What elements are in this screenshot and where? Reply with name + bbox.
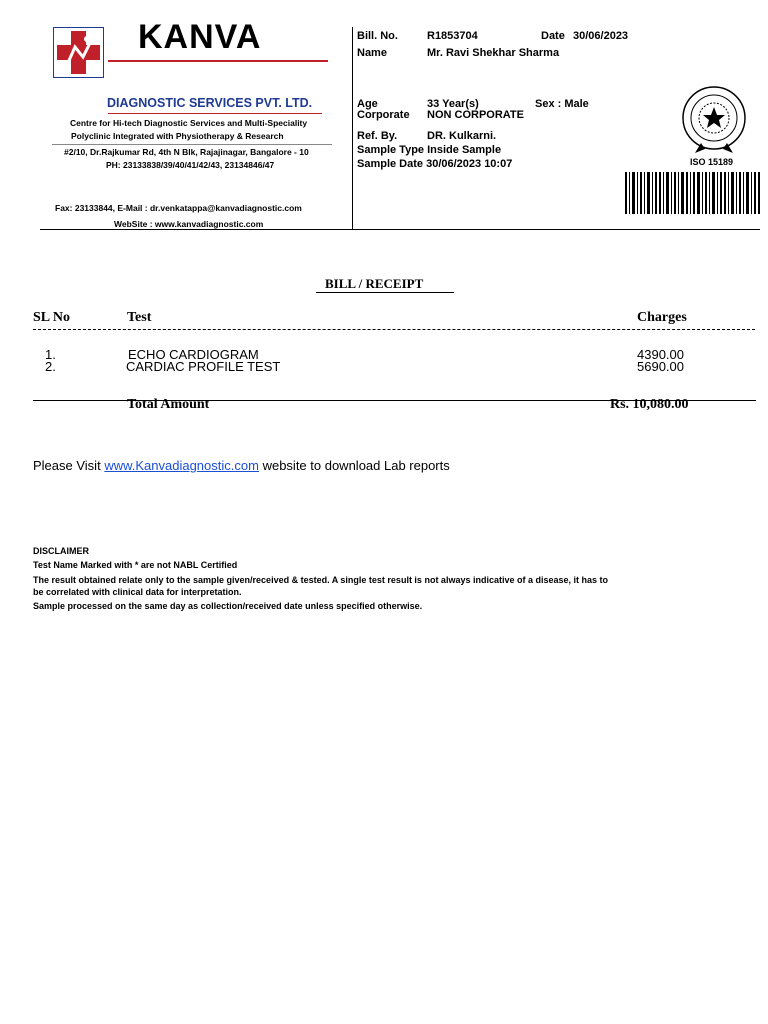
column-header-charges: Charges — [637, 310, 687, 325]
visit-message — [33, 458, 450, 473]
total-label: Total Amount — [127, 397, 210, 412]
corporate-label: Corporate — [357, 109, 410, 121]
nabl-seal-icon — [681, 85, 747, 155]
patient-sex: Sex : Male — [535, 98, 589, 110]
phone: PH: 23133838/39/40/41/42/43, 23134846/47 — [106, 160, 275, 170]
row-2-test: CARDIAC PROFILE TEST — [126, 359, 281, 374]
brand-underline — [108, 60, 328, 62]
disclaimer-line-3: be correlated with clinical data for interpretation. — [33, 587, 242, 597]
company-logo — [53, 27, 104, 78]
visit-prefix: Please Visit — [33, 458, 101, 473]
bill-date: 30/06/2023 — [573, 30, 629, 42]
iso-label: ISO 15189 — [690, 157, 734, 167]
bill-title: BILL / RECEIPT — [325, 276, 424, 291]
corporate-value: NON CORPORATE — [427, 109, 524, 121]
sample-date: Sample Date 30/06/2023 10:07 — [357, 158, 513, 170]
patient-name: Mr. Ravi Shekhar Sharma — [427, 47, 560, 59]
header-vertical-divider — [352, 27, 353, 230]
column-header-sl: SL No — [33, 310, 70, 325]
address: #2/10, Dr.Rajkumar Rd, 4th N Blk, Rajajinagar, Bangalore - 10 — [64, 147, 309, 157]
company-underline — [108, 113, 322, 114]
website-link[interactable]: www.Kanvadiagnostic.com — [104, 458, 259, 473]
sample-type: Sample Type Inside Sample — [357, 144, 502, 156]
disclaimer-line-2: The result obtained relate only to the sample given/received & tested. A single test result is not always indicative of a disease, it has to — [33, 575, 609, 585]
row-2-sl: 2. — [45, 359, 56, 374]
row-1-sl: 1. — [45, 347, 56, 362]
website: WebSite : www.kanvadiagnostic.com — [114, 219, 264, 229]
tagline-1: Centre for Hi-tech Diagnostic Services and Multi-Speciality — [70, 118, 308, 128]
date-label: Date — [541, 30, 565, 42]
brand-name: KANVA — [138, 18, 262, 56]
bill-title-underline — [316, 292, 454, 293]
bill-no-label: Bill. No. — [357, 30, 398, 42]
row-2-charge: 5690.00 — [637, 359, 684, 374]
disclaimer-line-1: Test Name Marked with * are not NABL Certified — [33, 560, 238, 570]
disclaimer-title: DISCLAIMER — [33, 546, 89, 556]
row-1-test: ECHO CARDIOGRAM — [128, 347, 259, 362]
fax-email: Fax: 23133844, E-Mail : dr.venkatappa@kanvadiagnostic.com — [55, 203, 302, 213]
column-header-test: Test — [127, 310, 152, 325]
ref-label: Ref. By. — [357, 130, 398, 142]
bill-no: R1853704 — [427, 30, 478, 42]
company-name: DIAGNOSTIC SERVICES PVT. LTD. — [107, 96, 313, 110]
tagline-2: Polyclinic Integrated with Physiotherapy & Research — [71, 131, 284, 141]
header-bottom-divider — [40, 229, 760, 230]
ref-doctor: DR. Kulkarni. — [427, 130, 497, 142]
name-label: Name — [357, 47, 387, 59]
age-label: Age — [357, 98, 378, 110]
visit-suffix: website to download Lab reports — [262, 458, 450, 473]
row-1-charge: 4390.00 — [637, 347, 684, 362]
address-divider — [52, 144, 332, 145]
header-dashed-divider — [33, 329, 755, 330]
patient-age: 33 Year(s) — [427, 98, 479, 110]
total-value: Rs. 10,080.00 — [610, 397, 689, 412]
disclaimer-line-4: Sample processed on the same day as collection/received date unless specified otherwise. — [33, 601, 423, 611]
barcode-icon — [624, 172, 761, 214]
